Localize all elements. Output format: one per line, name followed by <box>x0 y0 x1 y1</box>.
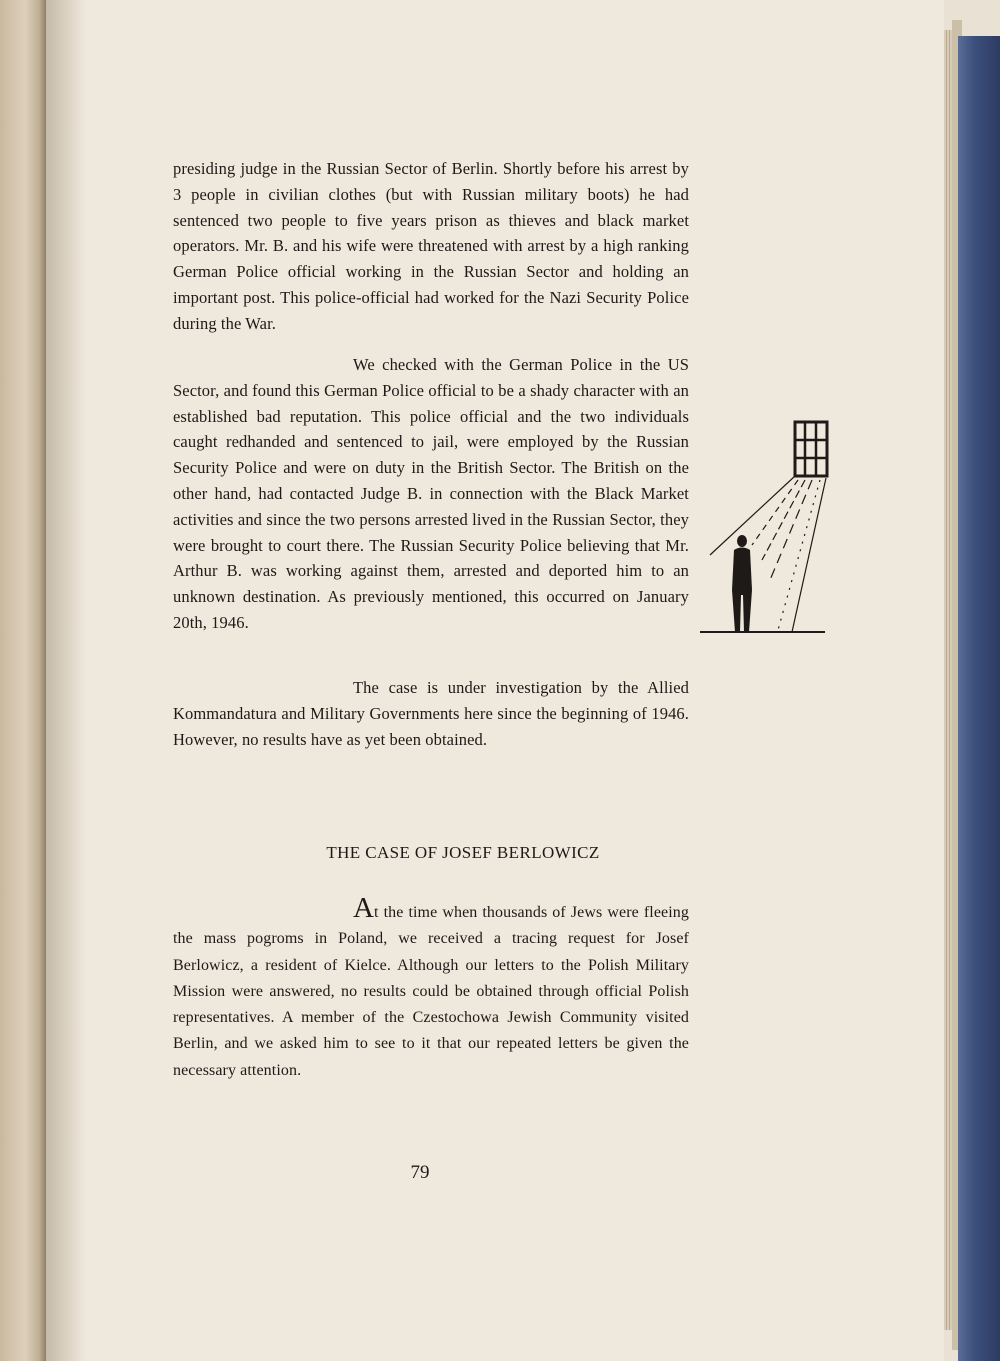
figure-body <box>732 548 752 633</box>
paragraph-investigation <box>173 675 689 752</box>
paragraph-text: presiding judge in the Russian Sector of Berlin. Shortly before his arrest by 3 people in civilian clothes (but with Russian military boots) he had sentenced two people to five years prison as thieves and black market operators. Mr. B. and his wife were threatened with arrest by a high ranking German Police official working in the Russian Sector and holding an important post. This police-official had worked for the Nazi Security Police during the War. <box>173 159 689 333</box>
paragraph-judge-arrest <box>173 156 689 337</box>
paragraph-berlowicz <box>173 892 689 1084</box>
light-ray <box>778 480 820 630</box>
previous-page-edge <box>0 0 46 1361</box>
light-rays <box>710 476 826 632</box>
paragraph-text: We checked with the German Police in the US Sector, and found this German Police official to be a shady character with an established bad reputation. This police official and the two individuals caught redhanded and sentenced to jail, were employed by the Russian Security Police and were on duty in the British Sector. The British on the other hand, had contacted Judge B. in connection with the Black Market activities and since the two persons arrested lived in the Russian Sector, they were brought to court there. The Russian Security Police believing that Mr. Arthur B. was working against them, arrested and deported him to an unknown destination. As previously mentioned, this occurred on January 20th, 1946. <box>173 355 689 632</box>
light-ray <box>770 480 812 580</box>
book-cover <box>958 36 1000 1361</box>
paragraph-police-check <box>173 352 689 636</box>
light-ray <box>792 478 826 632</box>
window-frame <box>795 422 827 476</box>
standing-figure-icon <box>732 535 752 632</box>
light-ray <box>710 476 795 555</box>
figure-head <box>737 535 747 547</box>
section-heading <box>173 843 753 863</box>
page-number: 79 <box>410 1162 430 1183</box>
barred-window-icon <box>795 422 827 476</box>
drop-cap: A <box>353 892 375 924</box>
gutter-shadow <box>46 0 86 1361</box>
section-heading-text: THE CASE OF JOSEF BERLOWICZ <box>326 843 600 862</box>
paragraph-text: t the time when thousands of Jews were fleeing the mass pogroms in Poland, we received a tracing request for Josef Berlowicz, a resident of Kielce. Although our letters to the Polish Military Mission were answered, no results could be obtained through official Polish representatives. A member of the Czestochowa Jewish Community visited Berlin, and we asked him to see to it that our repeated letters be given the necessary attention. <box>173 904 689 1079</box>
paragraph-text: The case is under investigation by the Allied Kommandatura and Military Governments here since the beginning of 1946. However, no results have as yet been obtained. <box>173 678 689 749</box>
prisoner-window-illustration <box>690 410 830 640</box>
